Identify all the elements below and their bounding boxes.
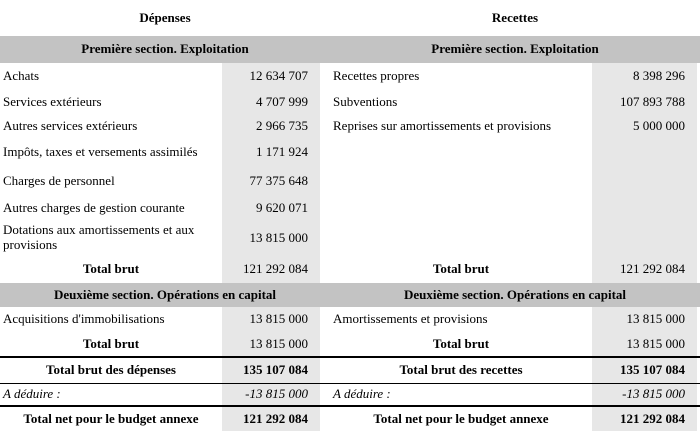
- titles-row: [0, 0, 700, 36]
- row-value-depenses: 2 966 735: [222, 114, 320, 138]
- row-value-depenses: 9 620 071: [222, 196, 320, 220]
- row-value-recettes: [592, 196, 697, 220]
- row-label-recettes: Reprises sur amortissements et provisions: [333, 117, 552, 133]
- column-gap: [320, 384, 330, 405]
- column-gap: [320, 114, 330, 138]
- row-label-recettes: Recettes propres: [333, 68, 420, 84]
- row-value-recettes: [592, 220, 697, 256]
- row-label-recettes: Amortissements et provisions: [333, 311, 488, 327]
- row-value-depenses: 77 375 648: [222, 166, 320, 196]
- row-label-depenses: Autres charges de gestion courante: [3, 199, 185, 215]
- total-brut-depenses-value: 135 107 084: [222, 358, 320, 383]
- column-gap: [320, 138, 330, 166]
- row-value-depenses: 13 815 000: [222, 220, 320, 256]
- column-gap: [320, 220, 330, 256]
- section-header-capital: [0, 283, 700, 307]
- total-brut-label-depenses: Total brut: [82, 335, 140, 351]
- column-gap: [320, 407, 330, 431]
- total-brut-value-depenses: 121 292 084: [222, 256, 320, 283]
- a-deduire-label-recettes: A déduire :: [333, 386, 391, 402]
- row-label-recettes: [330, 220, 592, 256]
- table-row: [0, 114, 700, 138]
- row-value-depenses: 12 634 707: [222, 63, 320, 90]
- total-brut-label-depenses: Total brut: [82, 261, 140, 277]
- section-header-exploitation: [0, 36, 700, 63]
- section-header-exploitation-depenses: Première section. Exploitation: [81, 41, 249, 57]
- column-gap: [320, 307, 330, 332]
- row-label-depenses: Acquisitions d'immobilisations: [3, 311, 165, 327]
- total-brut-value-recettes: 13 815 000: [592, 332, 697, 356]
- total-brut-recettes-label: Total brut des recettes: [399, 362, 523, 378]
- depenses-title: Dépenses: [139, 9, 191, 25]
- column-gap: [320, 63, 330, 90]
- column-gap: [320, 196, 330, 220]
- section-header-capital-depenses: Deuxième section. Opérations en capital: [53, 286, 277, 302]
- total-net-label-recettes: Total net pour le budget annexe: [373, 410, 549, 426]
- table-row: [0, 220, 700, 256]
- row-value-recettes: 8 398 296: [592, 63, 697, 90]
- total-net-value-recettes: 121 292 084: [592, 407, 697, 431]
- table-row-total-global: [0, 358, 700, 383]
- row-label-recettes: [330, 138, 592, 166]
- column-gap: [320, 332, 330, 356]
- row-value-recettes: [592, 138, 697, 166]
- table-row: [0, 90, 700, 114]
- column-gap: [320, 90, 330, 114]
- a-deduire-value-depenses: -13 815 000: [222, 384, 320, 405]
- row-label-recettes: Subventions: [333, 93, 398, 109]
- row-label-recettes: [330, 196, 592, 220]
- table-row: [0, 138, 700, 166]
- section-header-exploitation-recettes: Première section. Exploitation: [431, 41, 599, 57]
- row-value-recettes: 13 815 000: [592, 307, 697, 332]
- row-value-recettes: 107 893 788: [592, 90, 697, 114]
- table-row-deduction: [0, 384, 700, 405]
- row-label-recettes: [330, 166, 592, 196]
- total-brut-value-recettes: 121 292 084: [592, 256, 697, 283]
- table-row-total-brut: [0, 332, 700, 356]
- row-value-recettes: 5 000 000: [592, 114, 697, 138]
- section-header-capital-recettes: Deuxième section. Opérations en capital: [403, 286, 627, 302]
- table-row-total-net: [0, 407, 700, 431]
- total-brut-recettes-value: 135 107 084: [592, 358, 697, 383]
- total-brut-label-recettes: Total brut: [432, 261, 490, 277]
- row-value-depenses: 13 815 000: [222, 307, 320, 332]
- total-net-value-depenses: 121 292 084: [222, 407, 320, 431]
- row-value-recettes: [592, 166, 697, 196]
- table-row: [0, 63, 700, 90]
- column-gap: [320, 256, 330, 283]
- row-value-depenses: 1 171 924: [222, 138, 320, 166]
- table-row: [0, 166, 700, 196]
- row-value-depenses: 4 707 999: [222, 90, 320, 114]
- column-gap: [320, 358, 330, 383]
- total-brut-label-recettes: Total brut: [432, 335, 490, 351]
- table-row: [0, 307, 700, 332]
- a-deduire-label-depenses: A déduire :: [3, 386, 61, 402]
- column-gap: [320, 166, 330, 196]
- recettes-title: Recettes: [491, 9, 539, 25]
- row-label-depenses: Achats: [3, 68, 40, 84]
- total-brut-value-depenses: 13 815 000: [222, 332, 320, 356]
- table-row-total-brut: [0, 256, 700, 283]
- row-label-depenses: Charges de personnel: [3, 172, 115, 188]
- total-brut-depenses-label: Total brut des dépenses: [46, 362, 176, 378]
- table-row: [0, 196, 700, 220]
- row-label-depenses: Dotations aux amortissements et aux provisions: [3, 222, 195, 252]
- a-deduire-value-recettes: -13 815 000: [592, 384, 697, 405]
- row-label-depenses: Autres services extérieurs: [3, 117, 138, 133]
- total-net-label-depenses: Total net pour le budget annexe: [23, 410, 199, 426]
- row-label-depenses: Services extérieurs: [3, 93, 102, 109]
- row-label-depenses: Impôts, taxes et versements assimilés: [3, 143, 198, 159]
